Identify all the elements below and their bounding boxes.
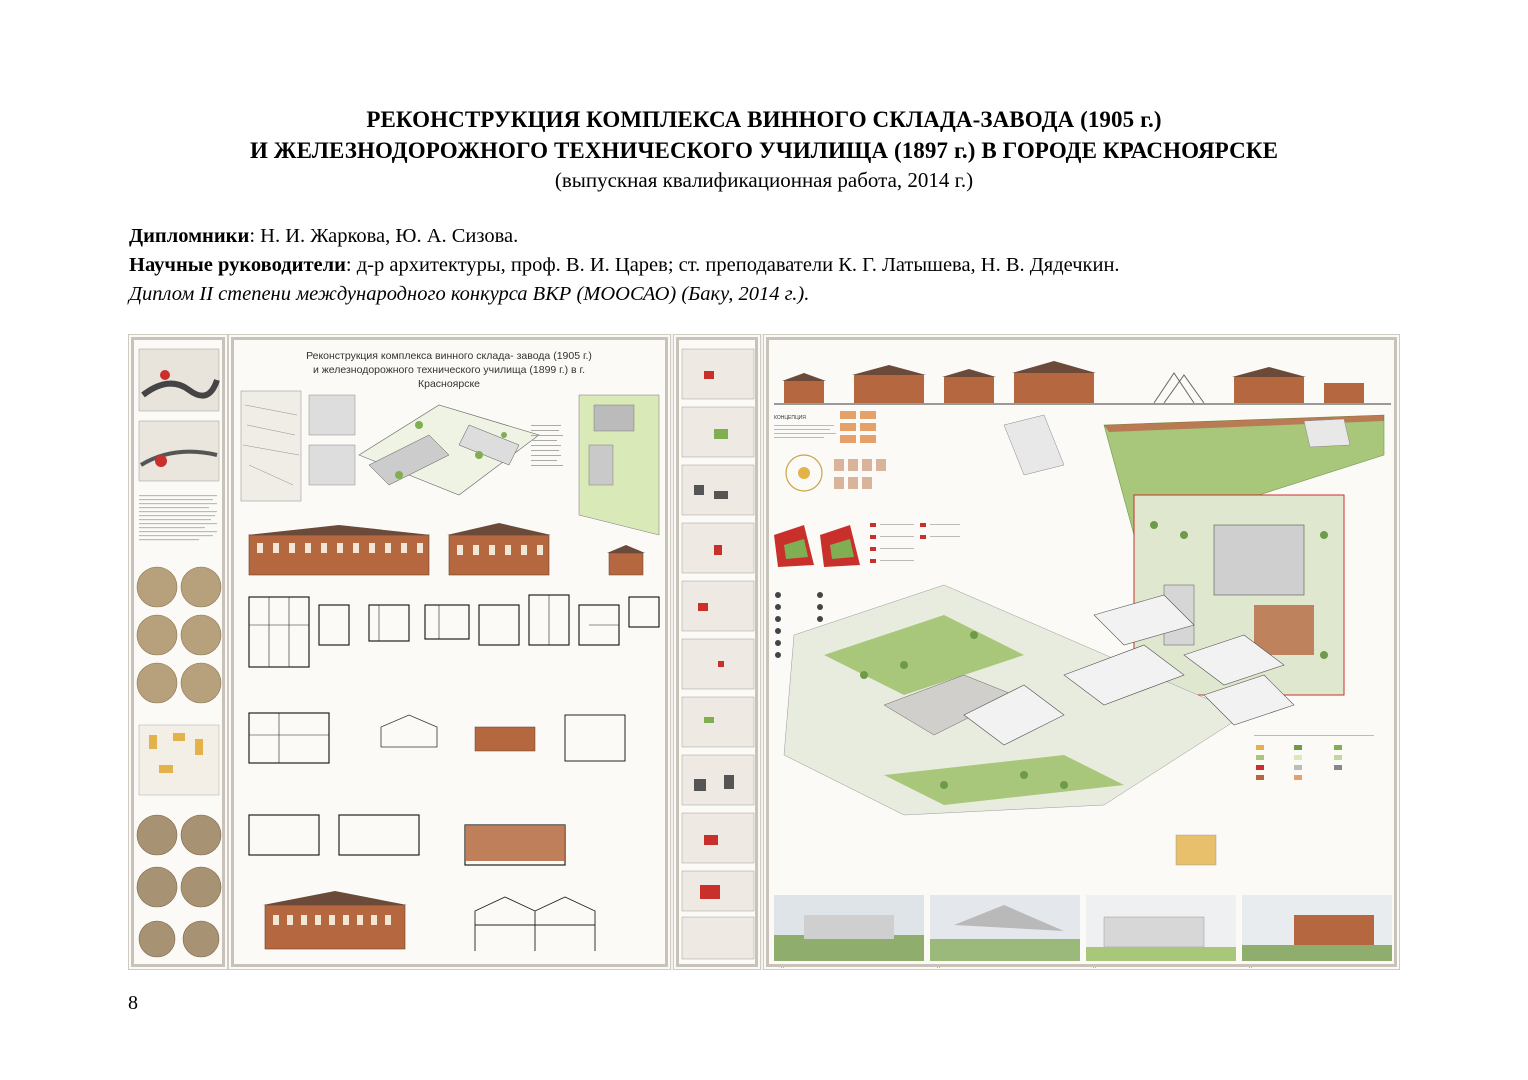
- board-title: [289, 349, 609, 391]
- subtitle: (выпускная квалификационная работа, 2014 г.): [554, 168, 974, 192]
- board-title-line-1: Реконструкция комплекса винного склада- завода (1905 г.): [306, 350, 592, 362]
- drawings-graphics: [229, 335, 671, 970]
- award-line: Диплом II степени международного конкурса ВКР (МООСАО) (Баку, 2014 г.).: [129, 283, 810, 305]
- graduates-value: : Н. И. Жаркова, Ю. А. Сизова.: [249, 225, 519, 247]
- graduates-label: Дипломники: [129, 225, 250, 247]
- history-board-graphics: [129, 335, 228, 970]
- graduates-line: [129, 222, 1429, 251]
- page-number: 8: [128, 992, 138, 1014]
- title-line-2: И ЖЕЛЕЗНОДОРОЖНОГО ТЕХНИЧЕСКОГО УЧИЛИЩА (1897 г.) В ГОРОДЕ КРАСНОЯРСКЕ: [249, 138, 1279, 163]
- view-label-3: Вид 3: [1088, 963, 1100, 968]
- board-drawings: [228, 334, 671, 970]
- advisors-value: : д-р архитектуры, проф. В. И. Царев; ст. преподаватели К. Г. Латышева, Н. В. Дядечкин.: [345, 254, 1120, 276]
- board-history-photos: [128, 334, 228, 970]
- board-title-line-2: и железнодорожного технического училища (1899 г.) в г. Красноярске: [312, 364, 586, 390]
- advisors-line: [129, 251, 1429, 280]
- view-label-4: Вид 4: [1244, 963, 1256, 968]
- masterplan-graphics: [764, 335, 1400, 970]
- poster-figure: [128, 334, 1400, 970]
- view-label-2: Вид 2: [932, 963, 944, 968]
- analysis-graphics: [674, 335, 761, 970]
- advisors-label: Научные руководители: [129, 254, 346, 276]
- document-title-block: [0, 104, 1528, 195]
- credits-block: [129, 222, 1429, 309]
- title-line-1: РЕКОНСТРУКЦИЯ КОМПЛЕКСА ВИННОГО СКЛАДА-ЗАВОДА (1905 г.): [366, 107, 1162, 132]
- board-masterplan: [763, 334, 1400, 970]
- concept-label: КОНЦЕПЦИЯ: [774, 415, 806, 421]
- board-analysis: [673, 334, 761, 970]
- view-label-1: Вид 1: [776, 963, 788, 968]
